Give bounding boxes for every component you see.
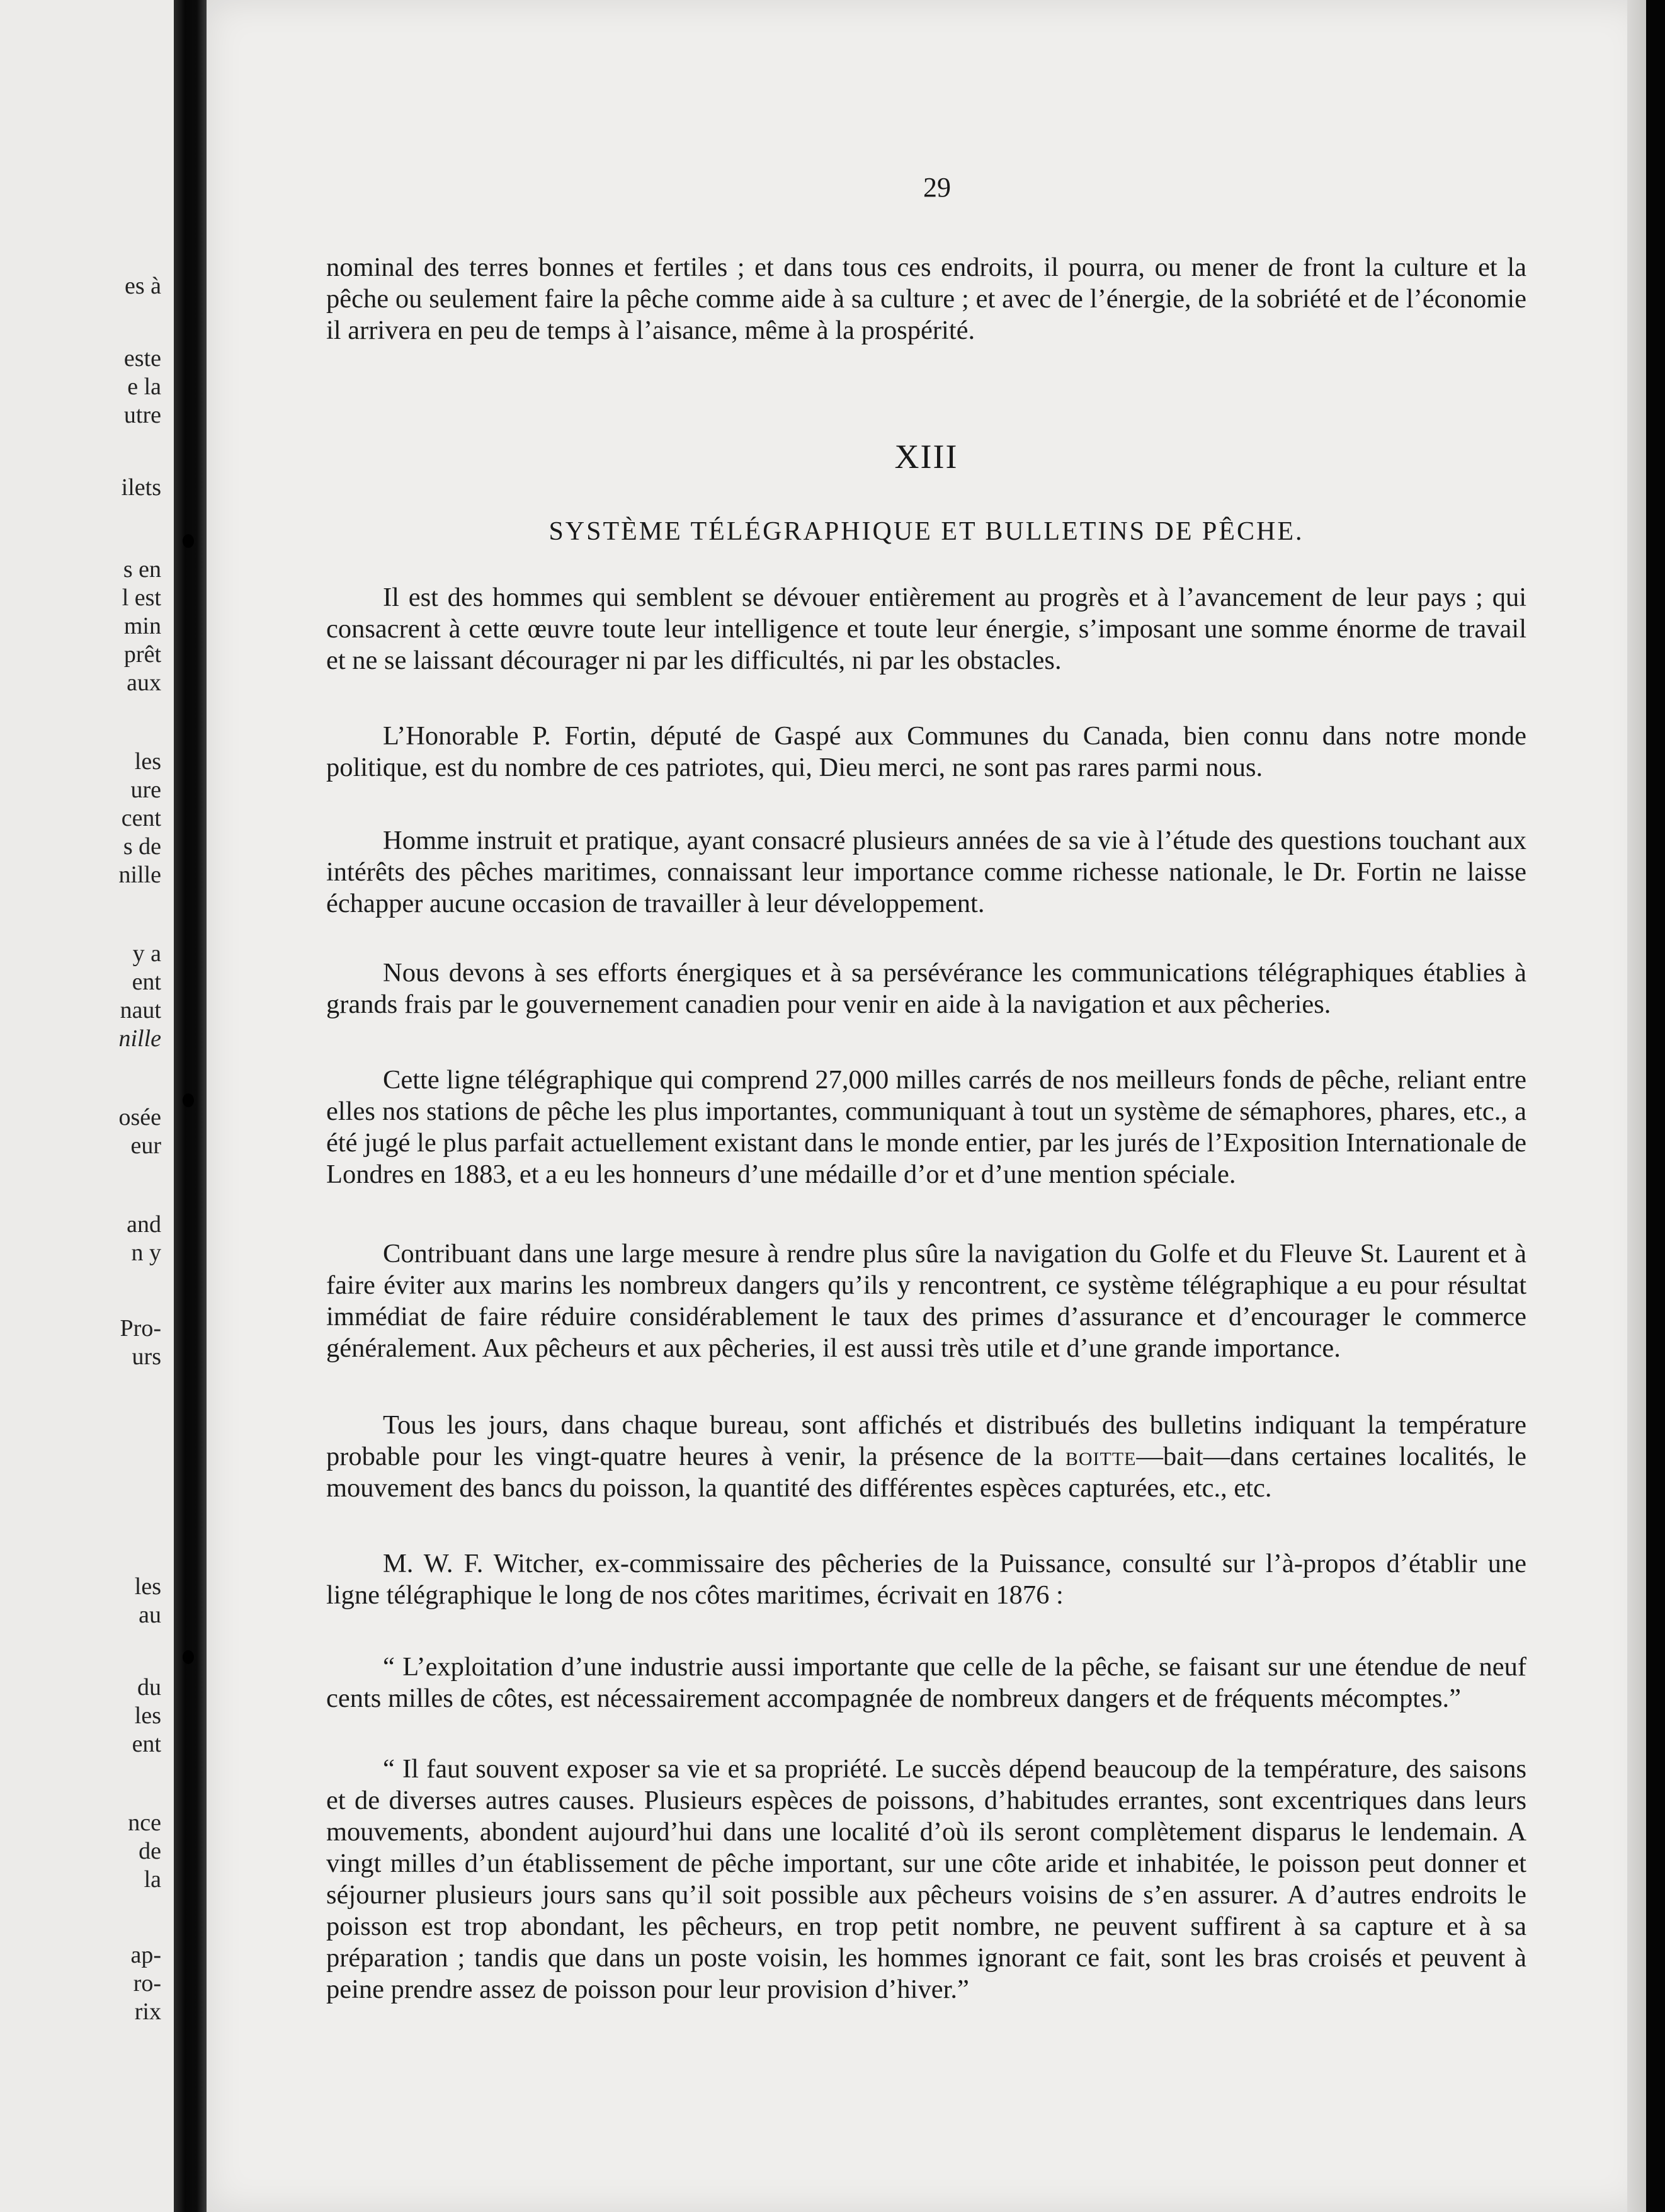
facing-page-fragment	[0, 0, 174, 2212]
paragraph-3: Homme instruit et pratique, ayant consacré plusieurs années de sa vie à l’étude des questions touchant aux intérêts des pêches maritimes, connaissant leur importance comme richesse nationale, le Dr. Fortin ne laisse échapper aucune occasion de travailler à leur développement.	[326, 826, 1526, 918]
facing-page-line: la	[144, 1866, 161, 1893]
facing-page-line: eur	[130, 1132, 161, 1159]
paragraph-7-text-start: Tous les jours, dans chaque bureau, sont affichés et distribués des bulletins indiquant la température probable pour les vingt-quatre heures à venir, la présence de la	[326, 1410, 1526, 1471]
facing-page-line: les	[134, 1702, 161, 1729]
facing-page-line: cent	[121, 805, 161, 831]
facing-page-line: este	[123, 345, 161, 372]
paragraph-5: Cette ligne télégraphique qui comprend 27,000 milles carrés de nos meilleurs fonds de pêche, reliant entre elles nos stations de pêche les plus importantes, communiquant à tout un système de sémaphores, phares, etc., a été jugé le plus parfait actuellement existant dans le monde entier, par les jurés de l’Exposition Internationale de Londres en 1883, et a eu les honneurs d’une médaille d’or et d’une mention spéciale.	[326, 1065, 1526, 1189]
facing-page-line: utre	[123, 402, 161, 428]
facing-page-line: urs	[132, 1343, 161, 1370]
main-page	[207, 0, 1646, 2212]
quotation-1: “ L’exploitation d’une industrie aussi importante que celle de la pêche, se faisant sur une étendue de neuf cents milles de côtes, est nécessairement accompagnée de nombreux dangers et de fréquents mécomptes.”	[326, 1652, 1526, 1713]
paragraph-7-smallcaps-word: boitte	[1065, 1442, 1137, 1471]
paragraph-7-text-end: —bait—dans certaines localités, le mouvement des bancs du poisson, la quantité des différentes espèces capturées, etc., etc.	[326, 1442, 1526, 1503]
facing-page-line: l est	[122, 584, 161, 611]
facing-page-line: ent	[132, 1731, 161, 1757]
facing-page-line: nille	[118, 862, 161, 888]
facing-page-line: aux	[127, 670, 161, 696]
binding-thread-mark	[183, 1650, 194, 1664]
facing-page-line: rix	[134, 1998, 161, 2025]
facing-page-line: es à	[124, 273, 161, 299]
facing-page-line: du	[137, 1674, 161, 1701]
facing-page-line: n y	[131, 1240, 161, 1266]
paragraph-4: Nous devons à ses efforts énergiques et à sa persévérance les communications télégraphiques établies à grands frais par le gouvernement canadien pour venir en aide à la navigation et aux pêcheries.	[326, 958, 1526, 1019]
facing-page-line: min	[123, 613, 161, 639]
section-title: SYSTÈME TÉLÉGRAPHIQUE ET BULLETINS DE PÊCHE.	[548, 517, 1304, 546]
page-number: 29	[923, 172, 951, 203]
facing-page-line: Pro-	[120, 1315, 161, 1342]
facing-page-line: s de	[123, 833, 161, 860]
facing-page-line: les	[134, 1573, 161, 1600]
paragraph-2: L’Honorable P. Fortin, député de Gaspé aux Communes du Canada, bien connu dans notre monde politique, est du nombre de ces patriotes, qui, Dieu merci, ne sont pas rares parmi nous.	[326, 721, 1526, 782]
facing-page-line: e la	[127, 373, 161, 400]
facing-page-line: nille	[118, 1025, 161, 1052]
paragraph-6: Contribuant dans une large mesure à rendre plus sûre la navigation du Golfe et du Fleuve St. Laurent et à faire éviter aux marins les nombreux dangers qu’ils y rencontrent, ce système télégraphique a eu pour résultat immédiat de faire réduire considérablement le taux des primes d’assurance et d’encourager le commerce généralement. Aux pêcheurs et aux pêcheries, il est aussi très utile et d’une grande importance.	[326, 1239, 1526, 1363]
facing-page-line: y a	[132, 940, 161, 967]
facing-page-line: les	[134, 748, 161, 775]
paragraph-7	[326, 1410, 1526, 1504]
facing-page-line: au	[139, 1602, 161, 1628]
binding-thread-mark	[183, 1093, 194, 1107]
intro-paragraph: nominal des terres bonnes et fertiles ; et dans tous ces endroits, il pourra, ou mener de front la culture et la pêche ou seulement faire la pêche comme aide à sa culture ; et avec de l’énergie, de la sobriété et de l’économie il arrivera en peu de temps à l’aisance, même à la prospérité.	[326, 253, 1526, 345]
facing-page-line: osée	[118, 1104, 161, 1131]
facing-page-line: ure	[130, 777, 161, 803]
facing-page-line: s en	[123, 556, 161, 583]
facing-page-line: de	[139, 1838, 161, 1864]
section-number: XIII	[894, 438, 958, 476]
facing-page-line: ilets	[121, 474, 161, 501]
quotation-2: “ Il faut souvent exposer sa vie et sa propriété. Le succès dépend beaucoup de la température, des saisons et de diverses autres causes. Plusieurs espèces de poissons, d’habitudes errantes, sont excentriques dans leurs mouvements, abondent aujourd’hui dans une localité d’où ils seront complètement disparus le lendemain. A vingt milles d’un établissement de pêche important, sur une côte aride et inhabitée, le poisson peut donner et séjourner plusieurs jours sans qu’il soit possible aux pêcheurs voisins de s’en assurer. A d’autres endroits le poisson est trop abondant, les pêcheurs, en trop petit nombre, ne peuvent suffirent à sa capture et à sa préparation ; tandis que dans un poste voisin, les hommes ignorant ce fait, sont les bras croisés et peuvent à peine prendre assez de poisson pour leur provision d’hiver.”	[326, 1754, 1526, 2004]
facing-page-line: ent	[132, 969, 161, 995]
paragraph-8: M. W. F. Witcher, ex-commissaire des pêcheries de la Puissance, consulté sur l’à-propos d’établir une ligne télégraphique le long de nos côtes maritimes, écrivait en 1876 :	[326, 1549, 1526, 1610]
facing-page-line: nce	[128, 1810, 161, 1836]
page-edge	[1627, 0, 1646, 2212]
binding-gutter	[174, 0, 207, 2212]
facing-page-line: and	[127, 1211, 161, 1238]
facing-page-line: ap-	[130, 1942, 161, 1968]
facing-page-line: naut	[120, 997, 161, 1023]
binding-thread-mark	[183, 534, 194, 548]
facing-page-line: ro-	[133, 1970, 161, 1997]
facing-page-line: prêt	[123, 641, 161, 668]
paragraph-1: Il est des hommes qui semblent se dévouer entièrement au progrès et à l’avancement de leur pays ; qui consacrent à cette œuvre toute leur intelligence et toute leur énergie, s’imposant une somme énorme de travail et ne se laissant décourager ni par les difficultés, ni par les obstacles.	[326, 583, 1526, 675]
